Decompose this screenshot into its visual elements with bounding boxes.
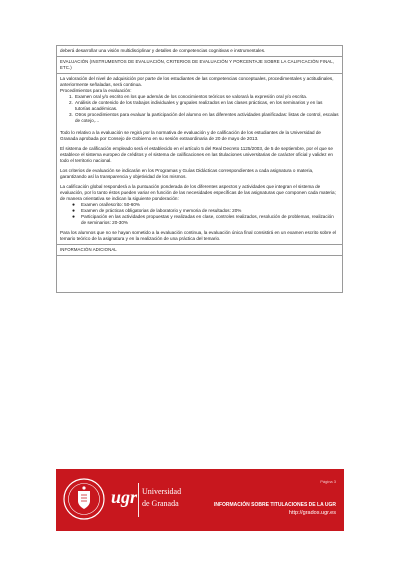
weighting-paragraph: La calificación global responderá a la puntuación ponderada de los diferentes aspectos y actividades que integran el sistema de evaluación, por lo tanto éstos pueden variar en función de las necesidades específicas de las asignaturas que componen cada materia; de manera orientativa se indican la siguiente ponderación:: [60, 184, 336, 201]
weighting-item: ● Examen oral/escrito: 50-60%: [72, 202, 140, 208]
footer-info-text: INFORMACIÓN SOBRE TITULACIONES DE LA UGR: [213, 502, 336, 508]
bullet-icon: ●: [72, 202, 76, 208]
competencies-text-cell: [57, 46, 342, 57]
evaluation-header: [57, 57, 342, 74]
footer-banner: [56, 469, 344, 531]
procedure-item: 1. Examen oral y/o escrito en los que además de los conocimientos teóricos se valorará la expresión oral y/o escrita.: [69, 94, 308, 99]
additional-info-header: [57, 245, 342, 256]
evaluation-intro: La valoración del nivel de adquisición por parte de los estudiantes de las competencias conceptuales, procedimentales y actitudinales, anteriormente señaladas, será continua.: [60, 76, 334, 87]
footer-url-link[interactable]: http://grados.ugr.es: [288, 510, 336, 516]
grading-system-paragraph: El sistema de calificación empleado será el establecido en el artículo 5 del Real Decreto 1125/2003, de 5 de septiembre, por el que se establece el sistema europeo de créditos y el sistema de calificaciones en las titulaciones universitarias de carácter oficial y validez en todo el territorio nacional.: [60, 146, 333, 163]
procedures-list: [69, 94, 339, 124]
evaluation-content: [57, 74, 342, 245]
guide-table: [56, 45, 343, 293]
regulation-paragraph: Todo lo relativo a la evaluación se regirá por la normativa de evaluación y de calificación de los estudiantes de la Universidad de Granada aprobada por Consejo de Gobierno en su sesión extraordinaria de 20 de mayo de 2013.: [60, 130, 321, 141]
procedure-item: 2. Análisis de contenido de los trabajos individuales y grupales realizados en las clases prácticas, en los seminarios y en las tutorías académicas.: [69, 100, 323, 111]
procedure-item: 3. Otros procedimientos para evaluar la participación del alumno en las diferentes actividades planificadas: listas de control, escalas de cotejo,…: [69, 112, 339, 123]
ugr-logo-text: ugr: [111, 487, 138, 507]
weighting-list: [72, 202, 339, 226]
criteria-paragraph: Los criterios de evaluación se indicarán en los Programas y Guías Didácticas correspondientes a cada asignatura o materia, garantizando así la transparencia y objetividad de los mismos.: [60, 168, 314, 179]
weighting-item: ● Participación en las actividades propuestas y realizadas en clase, controles realizados, resolución de problemas, realización de seminarios: 20-30%: [72, 214, 334, 225]
university-seal-icon: [62, 477, 106, 521]
competencies-text: deberá desarrollar una visión multidisciplinar y detalles de competencias cognitivas e instrumentales.: [60, 48, 266, 53]
additional-info-content: [57, 256, 342, 292]
additional-info-header-text: INFORMACIÓN ADICIONAL: [60, 247, 117, 252]
final-exam-paragraph: Para los alumnos que no se hayan sometido a la evaluación continua, la evaluación única final consistirá en un examen escrito sobre el temario teórico de la asignatura y en la realización de una práctica del temario.: [60, 230, 337, 241]
bullet-icon: ●: [72, 214, 76, 220]
procedures-label: Procedimientos para la evaluación:: [60, 88, 132, 93]
weighting-item: ● Examen de prácticas obligatorias de laboratorio y memoria de resultados: 20%: [72, 208, 242, 214]
university-name: Universidad de Granada: [142, 487, 182, 508]
bullet-icon: ●: [72, 208, 76, 214]
page-number: Página 3: [320, 479, 336, 484]
evaluation-header-text: EVALUACIÓN (INSTRUMENTOS DE EVALUACIÓN, CRITERIOS DE EVALUACIÓN Y PORCENTAJE SOBRE LA CALIFICACIÓN FINAL, ETC.): [60, 59, 335, 70]
logo-divider: [138, 483, 139, 517]
